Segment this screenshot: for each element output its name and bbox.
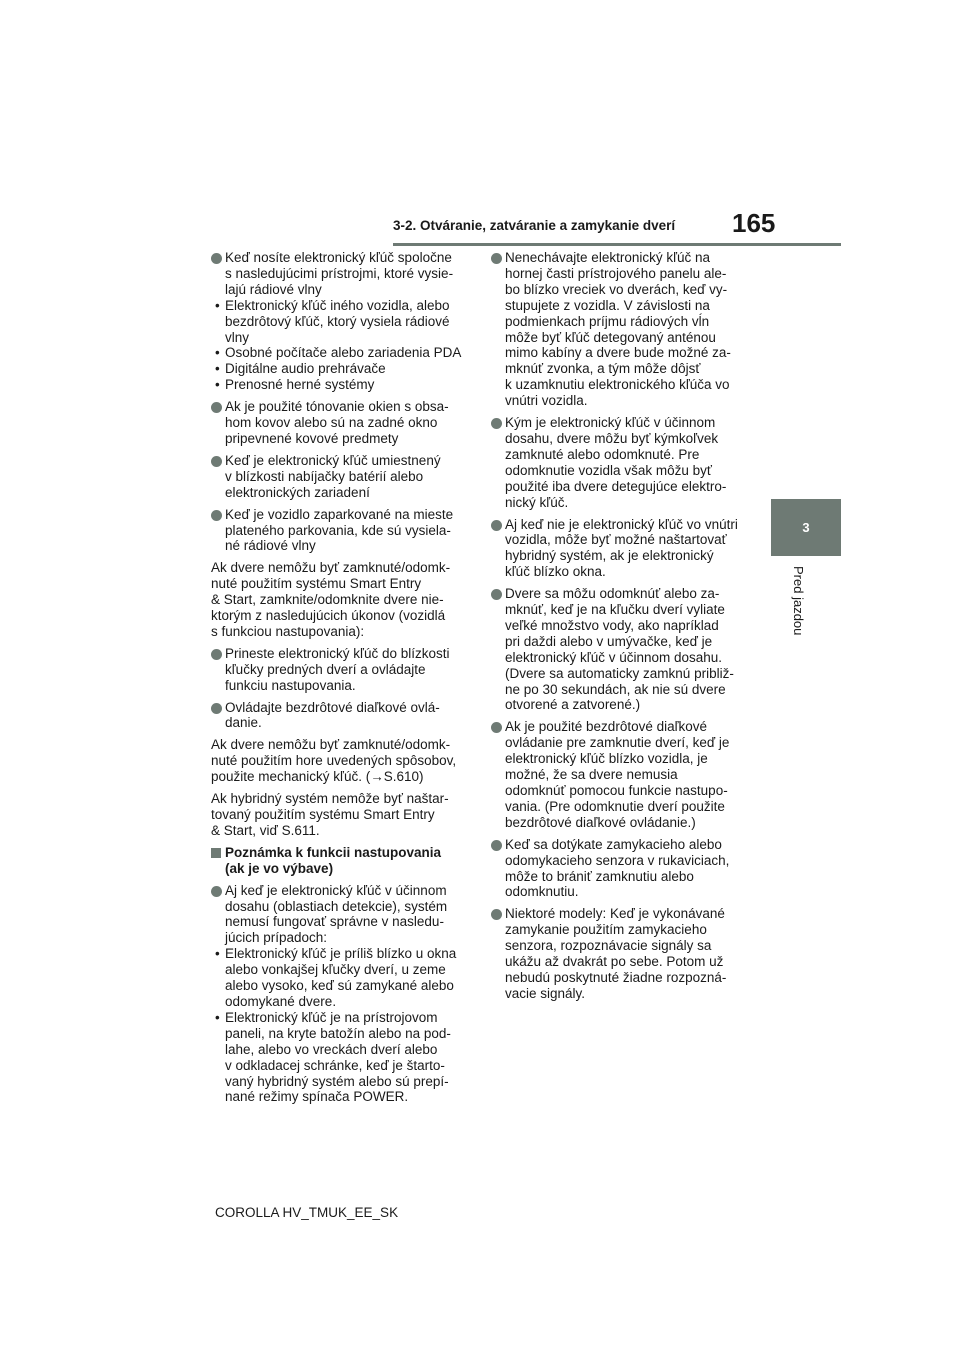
sub-bullet-icon: • — [215, 1009, 220, 1025]
text-line: elektronický kľúč blízko vozidla, je — [505, 751, 708, 767]
text-line: vnútri vozidla. — [505, 393, 588, 409]
text-line: otvorené a zatvorené.) — [505, 697, 641, 713]
bullet-dot-icon — [211, 253, 222, 264]
text-line: pri daždi alebo v umývačke, keď je — [505, 633, 713, 649]
left-column — [211, 250, 473, 1111]
text-line: mknúť zvonka, a tým môže dôjsť — [505, 361, 701, 377]
text-line: & Start, zamknite/odomknite dvere nie- — [211, 592, 444, 608]
bullet-item — [211, 453, 473, 501]
text-line: ukážu až dvakrát po sebe. Potom už — [505, 954, 724, 970]
text-line: zamknuté alebo odomknuté. Pre — [505, 446, 700, 462]
text-line: hom kovov alebo sú na zadné okno — [225, 415, 438, 431]
text-line: Dvere sa môžu odomknúť alebo za- — [505, 586, 720, 602]
page-number: 165 — [732, 208, 776, 238]
text-line: nebudú poskytnuté žiadne rozpozná- — [505, 969, 727, 985]
text-line: Kým je elektronický kľúč v účinnom — [505, 415, 716, 431]
text-line: použité iba dvere detegujúce elektro- — [505, 478, 727, 494]
text-line: vania. (Pre odomknutie dverí použite — [505, 798, 725, 814]
text-line: Keď sa dotýkate zamykacieho alebo — [505, 836, 722, 852]
text-line: v odkladacej schránke, keď je štarto- — [225, 1057, 445, 1073]
square-bullet-icon — [211, 848, 221, 858]
text-line: funkciu nastupovania. — [225, 677, 356, 693]
section-title: 3-2. Otváranie, zatváranie a zamykanie dverí — [393, 218, 676, 233]
bullet-item — [491, 517, 761, 581]
text-line: ovládanie pre zamknutie dverí, keď je — [505, 735, 730, 751]
text-line: odomykacieho senzora v rukaviciach, — [505, 852, 730, 868]
text-line: Aj keď je elektronický kľúč v účinnom — [225, 882, 447, 898]
sub-item — [211, 377, 473, 393]
sub-item — [211, 345, 473, 361]
header-rule — [393, 243, 841, 246]
text-line: nemusí fungovať správne v nasledu- — [225, 914, 444, 930]
text-line: (ak je vo výbave) — [225, 860, 334, 876]
bullet-dot-icon — [491, 840, 502, 851]
text-line: Keď nosíte elektronický kľúč spoločne — [225, 250, 452, 265]
text-line: júcich prípadoch: — [225, 930, 328, 946]
text-line: v blízkosti nabíjačky batérií alebo — [225, 468, 424, 484]
bullet-dot-icon — [211, 402, 222, 413]
text-line: Keď je elektronický kľúč umiestnený — [225, 452, 441, 468]
text-line: vozidla, môže byť možné naštartovať — [505, 532, 727, 548]
text-line: Ovládajte bezdrôtové diaľkové ovlá- — [225, 699, 440, 715]
bullet-dot-icon — [491, 722, 502, 733]
bullet-item — [211, 250, 473, 393]
bullet-dot-icon — [211, 649, 222, 660]
text-line: paneli, na kryte batožín alebo na pod- — [225, 1025, 451, 1041]
bullet-dot-icon — [491, 253, 502, 264]
text-line: odomykané dvere. — [225, 993, 337, 1009]
bullet-dot-icon — [491, 418, 502, 429]
text-line: vlny — [225, 329, 250, 345]
text-line: elektronických zariadení — [225, 484, 370, 500]
text-line: Ak je použité tónovanie okien s obsa- — [225, 399, 449, 415]
text-line: Keď je vozidlo zaparkované na mieste — [225, 506, 454, 522]
text-line: odomknúť pomocou funkcie nastupo- — [505, 783, 728, 798]
text-line: možné, že sa dvere nemusia — [505, 767, 678, 783]
text-line: (Dvere sa automaticky zamknú približ- — [505, 665, 734, 681]
bullet-item — [211, 883, 473, 1106]
text-line: k uzamknutiu elektronického kľúča vo — [505, 377, 730, 393]
paragraph — [211, 791, 473, 839]
text-line: Elektronický kľúč je príliš blízko u okna — [225, 946, 457, 962]
chapter-label: Pred jazdou — [791, 566, 806, 636]
text-line: podmienkach príjmu rádiových vĺn — [505, 313, 710, 329]
text-line: vaný hybridný systém alebo sú prepí- — [225, 1073, 449, 1089]
section-heading — [211, 845, 473, 877]
text-line: tovaný použitím systému Smart Entry — [211, 807, 435, 822]
sub-bullet-icon: • — [215, 377, 220, 393]
text-line: dosahu (oblastiach detekcie), systém — [225, 898, 448, 914]
text-line: Niektoré modely: Keď je vykonávané — [505, 906, 725, 922]
sub-item — [211, 361, 473, 377]
sub-item — [211, 298, 473, 346]
text-line: né rádiové vlny — [225, 538, 316, 554]
text-line: Elektronický kľúč iného vozidla, alebo — [225, 297, 450, 313]
text-line: & Start, viď S.611. — [211, 822, 320, 838]
text-line: s nasledujúcimi prístrojmi, ktoré vysie- — [225, 265, 454, 281]
text-line: bezdrôtový kľúč, ktorý vysiela rádiové — [225, 313, 450, 329]
chapter-number: 3 — [802, 520, 810, 535]
bullet-item — [491, 837, 761, 901]
text-line: nuté použitím systému Smart Entry — [211, 576, 422, 592]
text-line: kľúč blízko okna. — [505, 564, 606, 580]
sub-bullet-icon: • — [215, 297, 220, 313]
text-line: mknúť, keď je na kľučku dverí vyliate — [505, 602, 725, 618]
text-line: lahe, alebo vo vreckách dverí alebo — [225, 1041, 438, 1057]
text-line: hornej časti prístrojového panelu ale- — [505, 265, 727, 281]
text-line: alebo vysoko, keď sú zamykané alebo — [225, 978, 454, 994]
text-line: Osobné počítače alebo zariadenia PDA — [225, 345, 462, 361]
bullet-dot-icon — [491, 909, 502, 920]
text-line: môže byť kľúč detegovaný anténou — [505, 329, 716, 345]
bullet-dot-icon — [211, 703, 222, 714]
text-line: Aj keď nie je elektronický kľúč vo vnútri — [505, 516, 738, 532]
text-line: plateného parkovania, kde sú vysiela- — [225, 522, 451, 538]
bullet-dot-icon — [211, 510, 222, 521]
text-line: Digitálne audio prehrávače — [225, 361, 386, 377]
text-line: vacie signály. — [505, 985, 586, 1001]
bullet-item — [491, 586, 761, 713]
chapter-tab — [771, 499, 841, 556]
text-line: nané režimy spínača POWER. — [225, 1089, 409, 1105]
bullet-dot-icon — [211, 886, 222, 897]
text-line: nuté použitím hore uvedených spôsobov, — [211, 753, 457, 769]
text-line: ktorým z nasledujúcich úkonov (vozidlá — [211, 608, 446, 624]
bullet-item — [491, 250, 761, 409]
text-line: dosahu, dvere môžu byť kýmkoľvek — [505, 430, 719, 446]
bullet-dot-icon — [491, 589, 502, 600]
sub-bullet-icon: • — [215, 345, 220, 361]
text-line: ne po 30 sekundách, ak nie sú dvere — [505, 681, 726, 697]
sub-bullet-icon: • — [215, 946, 220, 962]
text-line: lajú rádiové vlny — [225, 281, 322, 297]
text-line: Ak dvere nemôžu byť zamknuté/odomk- — [211, 737, 451, 753]
text-line: alebo vonkajšej kľučky dverí, u zeme — [225, 962, 446, 978]
bullet-dot-icon — [491, 520, 502, 531]
paragraph — [211, 737, 473, 785]
text-line: odomknutiu. — [505, 884, 579, 900]
right-column — [491, 250, 761, 1008]
bullet-item — [491, 415, 761, 510]
text-line: bezdrôtové diaľkové ovládanie.) — [505, 814, 696, 830]
text-line: odomknutie vozidla však môžu byť — [505, 462, 712, 478]
bullet-item — [211, 399, 473, 447]
text-line: môže to brániť zamknutiu alebo — [505, 868, 694, 884]
text-line: danie. — [225, 715, 262, 731]
text-line: pripevnené kovové predmety — [225, 430, 399, 446]
text-line: veľké množstvo vody, ako napríklad — [505, 617, 719, 633]
bullet-item — [211, 646, 473, 694]
text-line: hybridný systém, ak je elektronický — [505, 548, 714, 564]
text-line: Prenosné herné systémy — [225, 377, 375, 393]
text-line: Ak dvere nemôžu byť zamknuté/odomk- — [211, 560, 451, 576]
bullet-item — [491, 719, 761, 830]
sub-item — [211, 1010, 473, 1105]
text-line: kľučky predných dverí a ovládajte — [225, 661, 426, 677]
footer-label: COROLLA HV_TMUK_EE_SK — [215, 1205, 399, 1220]
text-line: senzora, rozpoznávacie signály sa — [505, 938, 712, 954]
bullet-item — [211, 507, 473, 555]
text-line: Ak hybridný systém nemôže byť naštar- — [211, 791, 449, 807]
text-line: elektronický kľúč v účinnom dosahu. — [505, 649, 723, 665]
text-line: s funkciou nastupovania): — [211, 623, 365, 639]
text-line: Poznámka k funkcii nastupovania — [225, 844, 442, 860]
sub-item — [211, 946, 473, 1010]
text-line: mimo kabíny a dvere bude možné za- — [505, 345, 731, 361]
text-line: stupujete z vozidla. V závislosti na — [505, 297, 710, 313]
bullet-item — [491, 906, 761, 1001]
text-line: Ak je použité bezdrôtové diaľkové — [505, 719, 708, 735]
text-line: Prineste elektronický kľúč do blízkosti — [225, 645, 450, 661]
sub-bullet-icon: • — [215, 361, 220, 377]
text-line: použite mechanický kľúč. (→S.610) — [211, 769, 424, 785]
bullet-dot-icon — [211, 456, 222, 467]
text-line: Nenechávajte elektronický kľúč na — [505, 250, 711, 265]
text-line: Elektronický kľúč je na prístrojovom — [225, 1009, 438, 1025]
text-line: nický kľúč. — [505, 494, 569, 510]
paragraph — [211, 560, 473, 640]
bullet-item — [211, 700, 473, 732]
text-line: bo blízko vreciek vo dverách, keď vy- — [505, 281, 728, 297]
text-line: zamykanie použitím zamykacieho — [505, 922, 707, 938]
